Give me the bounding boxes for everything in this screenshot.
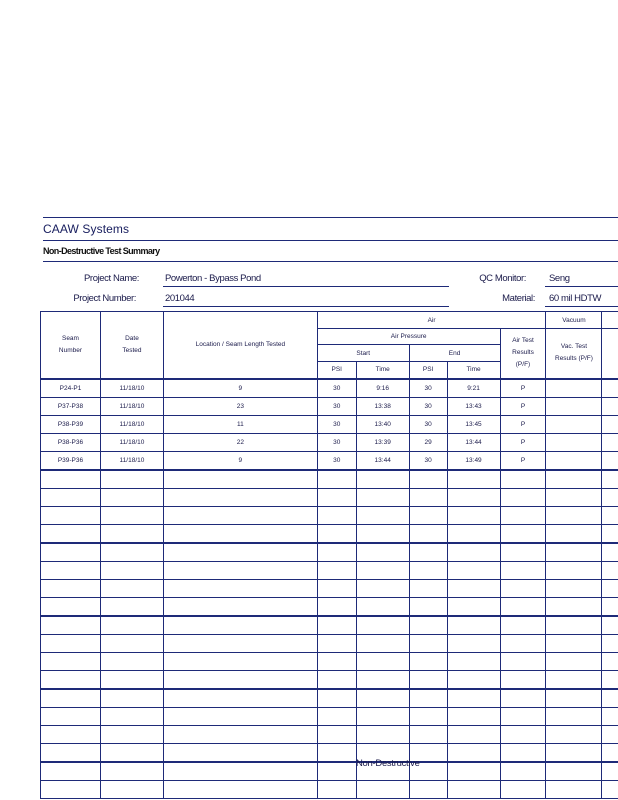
date-cell	[100, 652, 163, 670]
length-cell	[163, 543, 317, 562]
table-row	[41, 670, 618, 689]
blank-cell	[602, 506, 618, 524]
table-row	[41, 743, 618, 762]
seam-cell	[41, 743, 101, 762]
table-row	[41, 451, 618, 470]
seam-cell	[41, 652, 101, 670]
seam-cell	[41, 579, 101, 597]
table-row	[41, 597, 618, 616]
vac-result-cell	[546, 616, 602, 635]
psi-start-cell	[317, 543, 356, 562]
time-end-cell: 13:45	[447, 415, 500, 433]
length-cell: 9	[163, 379, 317, 398]
date-cell	[100, 506, 163, 524]
date-cell	[100, 579, 163, 597]
psi-start-cell: 30	[317, 379, 356, 398]
col-header-air-result: Air Test Results (P/F)	[500, 329, 546, 379]
time-end-cell	[447, 488, 500, 506]
table-row	[41, 397, 618, 415]
result-cell	[500, 616, 546, 635]
header-top-rule	[43, 217, 618, 218]
date-cell	[100, 780, 163, 798]
blank-cell	[602, 616, 618, 635]
psi-end-cell	[409, 780, 447, 798]
length-cell	[163, 707, 317, 725]
vac-result-cell	[546, 597, 602, 616]
time-start-cell	[356, 506, 409, 524]
time-end-cell	[447, 470, 500, 489]
time-start-cell: 13:39	[356, 433, 409, 451]
project-name-label: Project Name:	[84, 273, 139, 284]
time-start-cell	[356, 543, 409, 562]
psi-start-cell: 30	[317, 433, 356, 451]
result-cell	[500, 597, 546, 616]
psi-end-cell: 30	[409, 397, 447, 415]
time-start-cell	[356, 689, 409, 708]
length-cell	[163, 762, 317, 781]
col-header-location: Location / Seam Length Tested	[163, 312, 317, 379]
col-header-psi-end: PSI	[409, 362, 447, 379]
psi-end-cell	[409, 670, 447, 689]
time-start-cell	[356, 488, 409, 506]
psi-start-cell	[317, 561, 356, 579]
seam-cell: P37-P38	[41, 397, 101, 415]
length-cell	[163, 652, 317, 670]
vac-result-cell	[546, 725, 602, 743]
col-header-time-end: Time	[447, 362, 500, 379]
length-cell	[163, 616, 317, 635]
time-start-cell	[356, 616, 409, 635]
seam-cell	[41, 616, 101, 635]
time-end-cell	[447, 707, 500, 725]
blank-cell	[602, 561, 618, 579]
result-cell	[500, 506, 546, 524]
psi-start-cell	[317, 670, 356, 689]
result-cell	[500, 470, 546, 489]
time-start-cell	[356, 707, 409, 725]
length-cell: 22	[163, 433, 317, 451]
blank-cell	[602, 488, 618, 506]
time-end-cell	[447, 616, 500, 635]
psi-end-cell	[409, 506, 447, 524]
time-start-cell	[356, 725, 409, 743]
blank-cell	[602, 579, 618, 597]
material-underline	[545, 306, 618, 307]
time-start-cell: 13:38	[356, 397, 409, 415]
date-cell	[100, 470, 163, 489]
result-cell	[500, 634, 546, 652]
table-row	[41, 725, 618, 743]
vac-result-cell	[546, 743, 602, 762]
psi-start-cell: 30	[317, 397, 356, 415]
date-cell: 11/18/10	[100, 397, 163, 415]
time-end-cell	[447, 743, 500, 762]
blank-cell	[602, 634, 618, 652]
time-end-cell	[447, 579, 500, 597]
project-name-underline	[163, 286, 449, 287]
length-cell	[163, 689, 317, 708]
psi-start-cell	[317, 780, 356, 798]
length-cell: 11	[163, 415, 317, 433]
vac-result-cell	[546, 652, 602, 670]
psi-start-cell	[317, 506, 356, 524]
time-end-cell: 9:21	[447, 379, 500, 398]
table-row	[41, 470, 618, 489]
time-end-cell	[447, 780, 500, 798]
blank-cell	[602, 543, 618, 562]
time-start-cell	[356, 579, 409, 597]
time-end-cell: 13:44	[447, 433, 500, 451]
header-bottom-rule	[43, 261, 618, 262]
result-cell	[500, 707, 546, 725]
seam-cell	[41, 707, 101, 725]
time-end-cell	[447, 652, 500, 670]
table-row	[41, 506, 618, 524]
seam-cell	[41, 780, 101, 798]
date-cell	[100, 707, 163, 725]
date-cell	[100, 634, 163, 652]
blank-cell	[602, 707, 618, 725]
col-header-vac-result: Vac. Test Results (P/F)	[546, 329, 602, 379]
length-cell: 23	[163, 397, 317, 415]
time-start-cell	[356, 470, 409, 489]
time-start-cell	[356, 597, 409, 616]
vac-result-cell	[546, 543, 602, 562]
result-cell: P	[500, 451, 546, 470]
table-row	[41, 579, 618, 597]
seam-cell: P38-P39	[41, 415, 101, 433]
result-cell	[500, 524, 546, 543]
vac-result-cell	[546, 689, 602, 708]
table-row	[41, 780, 618, 798]
time-end-cell	[447, 689, 500, 708]
psi-end-cell: 30	[409, 415, 447, 433]
time-start-cell: 13:40	[356, 415, 409, 433]
result-cell: P	[500, 397, 546, 415]
project-number-value: 201044	[165, 293, 195, 304]
psi-start-cell	[317, 762, 356, 781]
result-cell	[500, 670, 546, 689]
time-start-cell	[356, 780, 409, 798]
seam-cell	[41, 725, 101, 743]
time-end-cell	[447, 561, 500, 579]
blank-cell	[602, 689, 618, 708]
time-start-cell	[356, 634, 409, 652]
psi-end-cell	[409, 488, 447, 506]
date-cell	[100, 616, 163, 635]
seam-cell: P38-P36	[41, 433, 101, 451]
col-header-air: Air	[317, 312, 546, 329]
table-row	[41, 433, 618, 451]
length-cell: 9	[163, 451, 317, 470]
psi-start-cell	[317, 616, 356, 635]
psi-end-cell	[409, 543, 447, 562]
blank-cell	[602, 397, 618, 415]
psi-end-cell	[409, 689, 447, 708]
psi-end-cell	[409, 524, 447, 543]
date-cell	[100, 689, 163, 708]
psi-end-cell	[409, 561, 447, 579]
result-cell	[500, 762, 546, 781]
col-header-vacuum: Vacuum	[546, 312, 602, 329]
psi-start-cell	[317, 689, 356, 708]
table-row	[41, 634, 618, 652]
qc-monitor-value: Seng	[549, 273, 570, 284]
seam-cell	[41, 470, 101, 489]
vac-result-cell	[546, 488, 602, 506]
length-cell	[163, 670, 317, 689]
psi-end-cell	[409, 652, 447, 670]
length-cell	[163, 524, 317, 543]
time-end-cell	[447, 506, 500, 524]
header-blank-cell	[602, 329, 618, 379]
length-cell	[163, 488, 317, 506]
time-end-cell	[447, 670, 500, 689]
psi-end-cell: 29	[409, 433, 447, 451]
col-header-time-start: Time	[356, 362, 409, 379]
length-cell	[163, 506, 317, 524]
psi-end-cell	[409, 634, 447, 652]
psi-start-cell	[317, 634, 356, 652]
blank-cell	[602, 433, 618, 451]
psi-end-cell: 30	[409, 451, 447, 470]
table-row	[41, 616, 618, 635]
seam-cell	[41, 634, 101, 652]
table-body	[41, 379, 618, 799]
result-cell	[500, 689, 546, 708]
col-header-seam: Seam Number	[41, 312, 101, 379]
vac-result-cell	[546, 762, 602, 781]
psi-end-cell	[409, 616, 447, 635]
date-cell	[100, 670, 163, 689]
seam-cell	[41, 762, 101, 781]
blank-cell	[602, 524, 618, 543]
seam-cell: P39-P36	[41, 451, 101, 470]
seam-cell	[41, 561, 101, 579]
date-cell	[100, 597, 163, 616]
psi-start-cell	[317, 597, 356, 616]
table-row	[41, 488, 618, 506]
time-start-cell	[356, 561, 409, 579]
blank-cell	[602, 415, 618, 433]
seam-cell	[41, 670, 101, 689]
seam-cell	[41, 689, 101, 708]
result-cell	[500, 652, 546, 670]
length-cell	[163, 725, 317, 743]
document-title: Non-Destructive Test Summary	[43, 246, 160, 256]
time-end-cell: 13:43	[447, 397, 500, 415]
time-start-cell: 9:16	[356, 379, 409, 398]
test-summary-table	[40, 311, 618, 799]
psi-start-cell: 30	[317, 451, 356, 470]
date-cell: 11/18/10	[100, 433, 163, 451]
col-header-psi-start: PSI	[317, 362, 356, 379]
psi-start-cell: 30	[317, 415, 356, 433]
time-end-cell	[447, 543, 500, 562]
header-mid-rule	[43, 240, 618, 241]
table-row	[41, 561, 618, 579]
psi-start-cell	[317, 470, 356, 489]
table-row	[41, 543, 618, 562]
result-cell	[500, 543, 546, 562]
vac-result-cell	[546, 780, 602, 798]
table-row	[41, 415, 618, 433]
header-blank-cell	[602, 312, 618, 329]
date-cell	[100, 543, 163, 562]
time-start-cell	[356, 670, 409, 689]
time-end-cell	[447, 524, 500, 543]
time-start-cell: 13:44	[356, 451, 409, 470]
psi-end-cell: 30	[409, 379, 447, 398]
date-cell	[100, 743, 163, 762]
table-row	[41, 652, 618, 670]
vac-result-cell	[546, 579, 602, 597]
vac-result-cell	[546, 379, 602, 398]
date-cell: 11/18/10	[100, 415, 163, 433]
blank-cell	[602, 470, 618, 489]
psi-end-cell	[409, 725, 447, 743]
psi-start-cell	[317, 707, 356, 725]
vac-result-cell	[546, 397, 602, 415]
time-end-cell: 13:49	[447, 451, 500, 470]
time-end-cell	[447, 725, 500, 743]
seam-cell	[41, 506, 101, 524]
result-cell	[500, 561, 546, 579]
psi-end-cell	[409, 579, 447, 597]
col-header-end: End	[409, 345, 500, 362]
result-cell: P	[500, 415, 546, 433]
project-number-label: Project Number:	[73, 293, 136, 304]
time-start-cell	[356, 524, 409, 543]
result-cell: P	[500, 433, 546, 451]
blank-cell	[602, 451, 618, 470]
psi-end-cell	[409, 707, 447, 725]
blank-cell	[602, 652, 618, 670]
length-cell	[163, 470, 317, 489]
date-cell	[100, 762, 163, 781]
material-label: Material:	[502, 293, 535, 304]
blank-cell	[602, 780, 618, 798]
psi-end-cell	[409, 597, 447, 616]
project-name-value: Powerton - Bypass Pond	[165, 273, 261, 284]
date-cell	[100, 561, 163, 579]
date-cell	[100, 488, 163, 506]
date-cell	[100, 725, 163, 743]
result-cell	[500, 743, 546, 762]
vac-result-cell	[546, 470, 602, 489]
vac-result-cell	[546, 415, 602, 433]
qc-monitor-underline	[545, 286, 618, 287]
psi-start-cell	[317, 743, 356, 762]
vac-result-cell	[546, 634, 602, 652]
date-cell: 11/18/10	[100, 451, 163, 470]
date-cell: 11/18/10	[100, 379, 163, 398]
psi-end-cell	[409, 470, 447, 489]
length-cell	[163, 634, 317, 652]
psi-start-cell	[317, 524, 356, 543]
table-row	[41, 379, 618, 398]
psi-start-cell	[317, 652, 356, 670]
seam-cell	[41, 488, 101, 506]
psi-start-cell	[317, 488, 356, 506]
vac-result-cell	[546, 707, 602, 725]
table-row	[41, 524, 618, 543]
vac-result-cell	[546, 524, 602, 543]
material-value: 60 mil HDTW	[549, 293, 602, 304]
qc-monitor-label: QC Monitor:	[479, 273, 526, 284]
vac-result-cell	[546, 670, 602, 689]
time-end-cell	[447, 597, 500, 616]
seam-cell	[41, 543, 101, 562]
length-cell	[163, 597, 317, 616]
seam-cell	[41, 524, 101, 543]
result-cell: P	[500, 379, 546, 398]
time-end-cell	[447, 762, 500, 781]
result-cell	[500, 488, 546, 506]
col-header-air-pressure: Air Pressure	[317, 329, 500, 345]
project-number-underline	[163, 306, 449, 307]
length-cell	[163, 579, 317, 597]
table-row	[41, 762, 618, 781]
footer-label: Non-Destructive	[356, 758, 420, 769]
vac-result-cell	[546, 433, 602, 451]
blank-cell	[602, 379, 618, 398]
psi-start-cell	[317, 579, 356, 597]
vac-result-cell	[546, 451, 602, 470]
vac-result-cell	[546, 561, 602, 579]
length-cell	[163, 780, 317, 798]
length-cell	[163, 743, 317, 762]
blank-cell	[602, 743, 618, 762]
blank-cell	[602, 597, 618, 616]
col-header-start: Start	[317, 345, 409, 362]
table-row	[41, 689, 618, 708]
blank-cell	[602, 762, 618, 781]
company-name: CAAW Systems	[43, 222, 130, 236]
seam-cell	[41, 597, 101, 616]
length-cell	[163, 561, 317, 579]
col-header-date: Date Tested	[100, 312, 163, 379]
seam-cell: P24-P1	[41, 379, 101, 398]
blank-cell	[602, 670, 618, 689]
result-cell	[500, 725, 546, 743]
table-row	[41, 707, 618, 725]
time-end-cell	[447, 634, 500, 652]
result-cell	[500, 780, 546, 798]
vac-result-cell	[546, 506, 602, 524]
date-cell	[100, 524, 163, 543]
psi-start-cell	[317, 725, 356, 743]
result-cell	[500, 579, 546, 597]
blank-cell	[602, 725, 618, 743]
time-start-cell	[356, 652, 409, 670]
